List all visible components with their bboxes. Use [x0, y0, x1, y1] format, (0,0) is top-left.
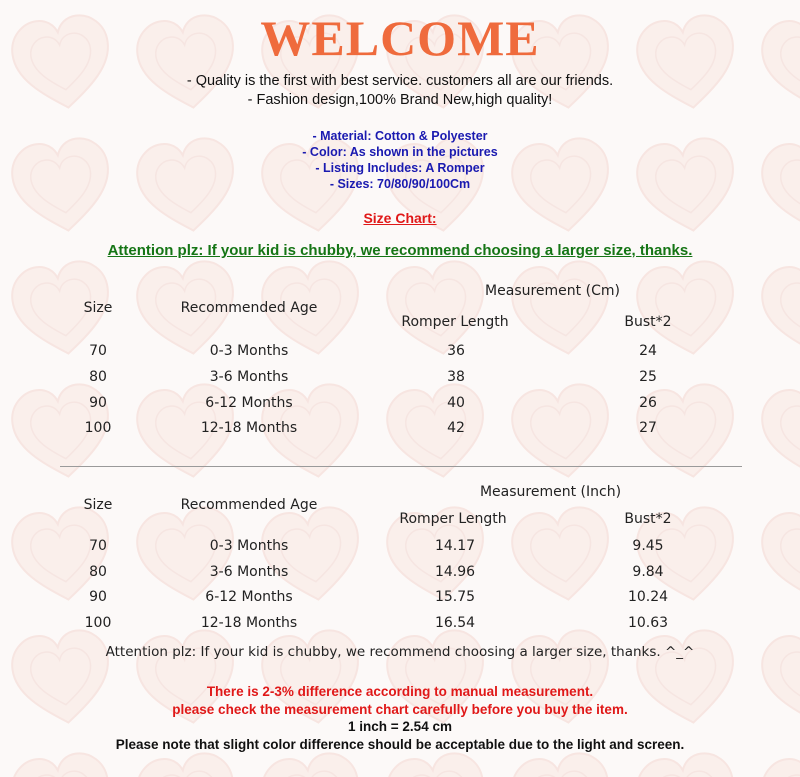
cell-age: 3-6 Months	[209, 564, 289, 580]
measurement-notes	[0, 683, 800, 753]
cell-age: 6-12 Months	[205, 395, 293, 411]
intro-line: - Quality is the first with best service. customers all are our friends.	[186, 73, 614, 89]
cell-bust: 9.84	[632, 564, 664, 580]
inch-conversion-note: 1 inch = 2.54 cm	[348, 719, 452, 734]
color-difference-note: Please note that slight color difference should be acceptable due to the light and screen.	[115, 736, 685, 752]
spec-listing: - Listing Includes: A Romper	[315, 161, 485, 175]
cell-bust: 24	[639, 343, 657, 359]
cell-age: 0-3 Months	[209, 343, 289, 359]
header-measurement: Measurement (Inch)	[479, 484, 622, 500]
cell-size: 100	[84, 420, 112, 436]
spec-material: - Material: Cotton & Polyester	[312, 129, 488, 143]
cell-length: 16.54	[434, 615, 476, 631]
cell-length: 14.17	[434, 538, 476, 554]
header-measurement: Measurement (Cm)	[485, 283, 620, 299]
cell-bust: 10.24	[627, 589, 669, 605]
cell-bust: 10.63	[627, 615, 669, 631]
cell-length: 40	[447, 395, 465, 411]
header-length: Romper Length	[399, 511, 507, 527]
cell-size: 90	[89, 589, 107, 605]
attention-notice-bottom: Attention plz: If your kid is chubby, we recommend choosing a larger size, thanks. ^_^	[105, 644, 695, 660]
header-size: Size	[83, 300, 113, 316]
cell-length: 36	[447, 343, 465, 359]
attention-notice-top: Attention plz: If your kid is chubby, we recommend choosing a larger size, thanks.	[107, 242, 693, 259]
cell-size: 80	[89, 564, 107, 580]
cell-age: 12-18 Months	[200, 420, 298, 436]
spec-color: - Color: As shown in the pictures	[302, 145, 498, 159]
cell-age: 12-18 Months	[200, 615, 298, 631]
cell-bust: 26	[639, 395, 657, 411]
intro-line: - Fashion design,100% Brand New,high quality!	[247, 92, 553, 108]
cell-age: 6-12 Months	[205, 589, 293, 605]
cell-size: 70	[89, 538, 107, 554]
cell-length: 42	[447, 420, 465, 436]
spec-sizes: - Sizes: 70/80/90/100Cm	[329, 177, 471, 191]
cell-size: 80	[89, 369, 107, 385]
welcome-title: WELCOME	[260, 10, 540, 66]
cell-size: 100	[84, 615, 112, 631]
cell-length: 38	[447, 369, 465, 385]
header-bust: Bust*2	[624, 314, 672, 330]
cell-bust: 25	[639, 369, 657, 385]
cell-size: 70	[89, 343, 107, 359]
header-length: Romper Length	[401, 314, 509, 330]
size-chart-heading: Size Chart:	[363, 210, 437, 226]
cell-bust: 9.45	[632, 538, 664, 554]
cell-length: 15.75	[434, 589, 476, 605]
cell-age: 3-6 Months	[209, 369, 289, 385]
cell-length: 14.96	[434, 564, 476, 580]
header-age: Recommended Age	[180, 497, 318, 513]
cell-size: 90	[89, 395, 107, 411]
cell-bust: 27	[639, 420, 657, 436]
header-bust: Bust*2	[624, 511, 672, 527]
header-age: Recommended Age	[180, 300, 318, 316]
header-size: Size	[83, 497, 113, 513]
cell-age: 0-3 Months	[209, 538, 289, 554]
check-chart-note: please check the measurement chart carefully before you buy the item.	[172, 701, 628, 717]
measurement-difference-note: There is 2-3% difference according to manual measurement.	[206, 684, 594, 699]
